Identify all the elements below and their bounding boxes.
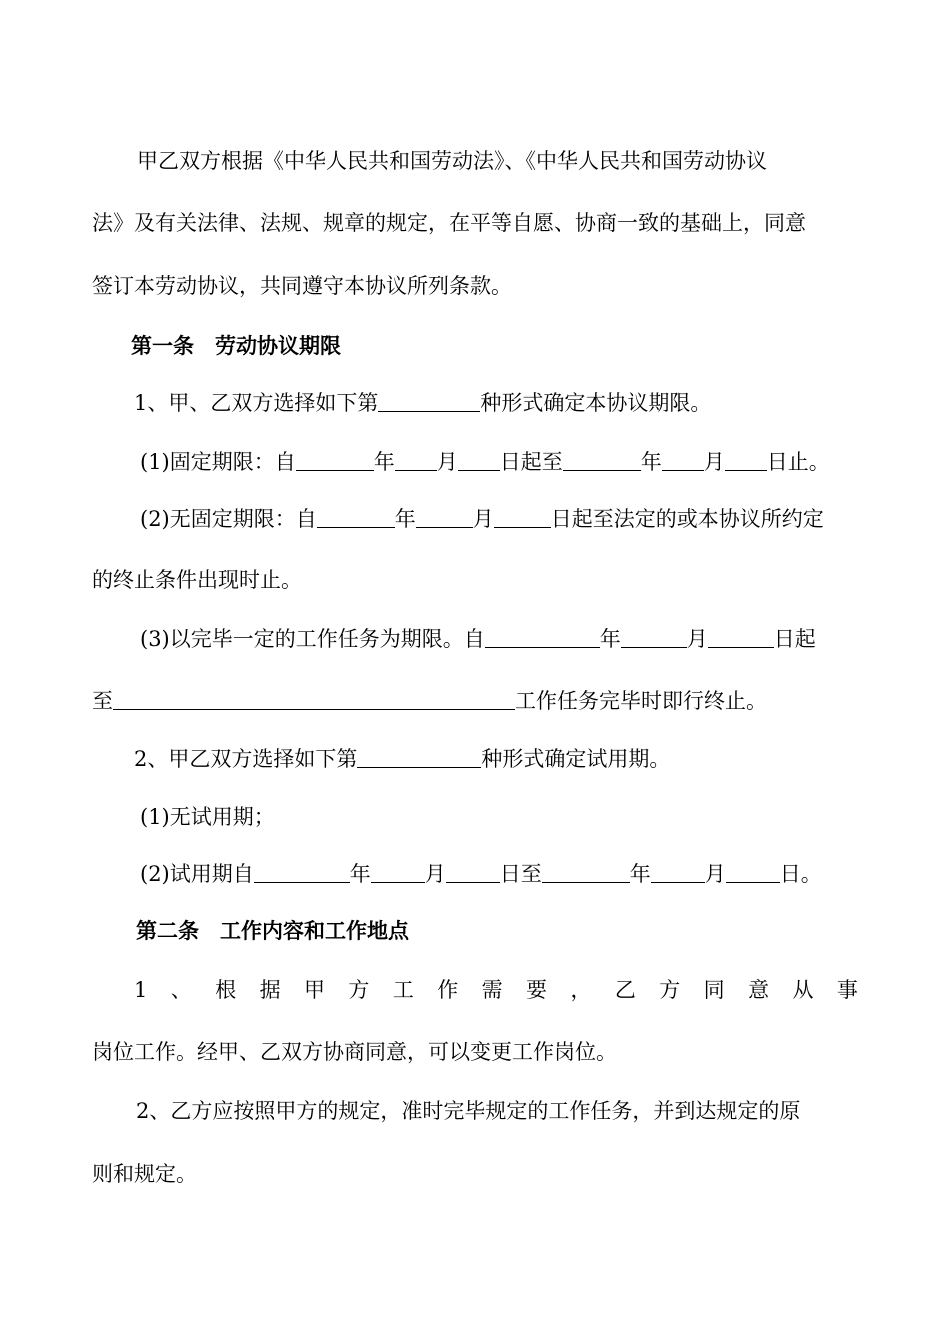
justified-char: 根 [215,978,237,1002]
item-text: 月 [424,862,446,886]
justified-char: 、 [170,978,192,1002]
start-day-blank[interactable] [446,862,500,883]
start-year-blank[interactable] [254,862,350,883]
start-day-blank[interactable] [458,450,500,471]
justified-char: 甲 [304,978,325,1002]
item-text: 月 [703,450,725,474]
item-text: 日起 [773,627,816,651]
justified-char: 1 [134,978,148,1002]
start-month-blank[interactable] [621,627,687,648]
article-2-item-2-continuation: 则和规定。 [92,1162,197,1186]
task-term-continuation [92,688,767,714]
justified-char: 意 [748,978,770,1002]
justified-char: 据 [259,978,281,1002]
justified-char: 从 [792,978,814,1002]
form-choice-blank[interactable] [378,391,480,412]
item-text: 种形式确定试用期。 [481,747,671,771]
item-text: 月 [436,450,458,474]
open-term-continuation: 的终止条件出现时止。 [92,568,302,592]
end-year-blank[interactable] [542,862,630,883]
end-year-blank[interactable] [563,450,641,471]
article-2-heading: 第二条 工作内容和工作地点 [136,918,409,943]
end-day-blank[interactable] [725,450,767,471]
article-2-item-1-continuation: 岗位工作。经甲、乙双方协商同意，可以变更工作岗位。 [92,1040,617,1064]
item-text: 月 [686,627,708,651]
article-1-item-2 [134,746,670,772]
article-1-item-1 [134,390,711,416]
item-text: (1)固定期限：自 [140,450,296,474]
start-month-blank[interactable] [395,450,437,471]
start-day-blank[interactable] [708,627,774,648]
task-term-line [140,626,816,652]
item-text: (3)以完毕一定的工作任务为期限。自 [140,627,485,651]
article-1-heading: 第一条 劳动协议期限 [131,333,341,358]
start-month-blank[interactable] [371,862,425,883]
end-day-blank[interactable] [726,862,780,883]
item-text: 年 [640,450,662,474]
justified-char: 要 [526,978,548,1002]
item-text: 年 [599,627,621,651]
justified-char: 事 [836,978,858,1002]
no-probation-line: (1)无试用期； [140,805,275,829]
item-text: 1、甲、乙双方选择如下第 [134,391,379,415]
justified-char: 工 [392,978,414,1002]
justified-char: 方 [659,978,681,1002]
probation-choice-blank[interactable] [357,747,481,768]
fixed-term-line [140,449,830,475]
item-text: 日起至法定的或本协议所约定 [550,507,824,531]
item-text: 日至 [499,862,542,886]
end-month-blank[interactable] [662,450,704,471]
item-text: 种形式确定本协议期限。 [480,391,712,415]
start-year-blank[interactable] [317,507,395,528]
item-text: 年 [394,507,416,531]
justified-char: 需 [481,978,503,1002]
end-month-blank[interactable] [651,862,705,883]
justified-char: 同 [703,978,725,1002]
item-text: 月 [704,862,726,886]
start-month-blank[interactable] [416,507,473,528]
open-term-line [140,506,824,532]
item-text: 工作任务完毕时即行终止。 [515,689,767,713]
article-2-item-2: 2、乙方应按照甲方的规定，准时完毕规定的工作任务，并到达规定的原 [136,1099,801,1123]
justified-char: ， [570,978,592,1002]
item-text: 年 [373,450,395,474]
item-text: 2、甲乙双方选择如下第 [134,747,358,771]
start-year-blank[interactable] [485,627,600,648]
item-text: 月 [472,507,494,531]
probation-period-line [140,861,822,887]
item-text: 至 [92,689,113,713]
item-text: (2)无固定期限：自 [140,507,317,531]
preamble-line-2: 法》及有关法律、法规、规章的规定，在平等自愿、协商一致的基础上，同意 [92,211,806,235]
item-text: 年 [349,862,371,886]
preamble-line-3: 签订本劳动协议，共同遵守本协议所列条款。 [92,274,512,298]
item-text: 日。 [779,862,822,886]
justified-char: 作 [437,978,459,1002]
preamble-line-1: 甲乙双方根据《中华人民共和国劳动法》、《中华人民共和国劳动协议 [137,149,767,173]
article-2-item-1 [134,977,858,1003]
justified-char: 乙 [614,978,636,1002]
item-text: 年 [629,862,651,886]
item-text: (2)试用期自 [140,862,254,886]
justified-char: 方 [348,978,370,1002]
item-text: 日起至 [499,450,563,474]
start-year-blank[interactable] [296,450,374,471]
start-day-blank[interactable] [494,507,551,528]
item-text: 日止。 [766,450,830,474]
task-description-blank[interactable] [113,689,515,710]
